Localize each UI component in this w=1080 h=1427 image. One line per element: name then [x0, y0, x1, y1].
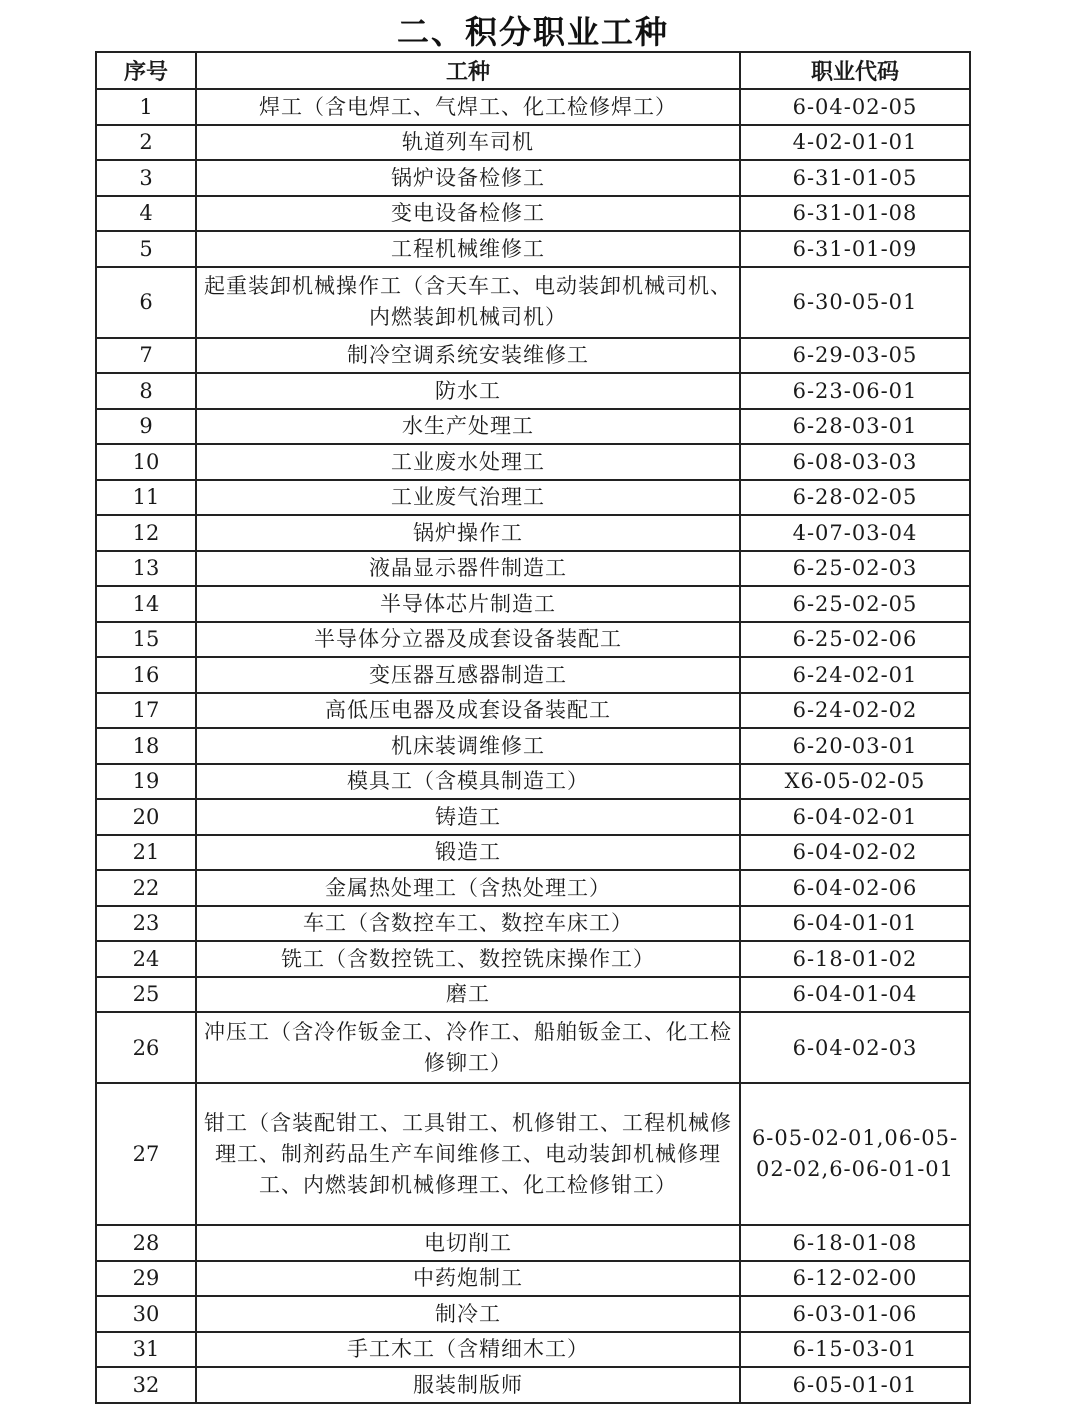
cell-job: 变电设备检修工	[196, 196, 740, 232]
table-row	[96, 941, 970, 977]
cell-seq: 1	[96, 89, 196, 125]
header-seq: 序号	[96, 52, 196, 89]
document-title: 二、积分职业工种	[396, 13, 669, 51]
cell-seq: 7	[96, 338, 196, 374]
cell-seq: 18	[96, 728, 196, 764]
cell-seq: 20	[96, 799, 196, 835]
cell-job: 模具工（含模具制造工）	[196, 764, 740, 800]
table-row	[96, 1332, 970, 1368]
cell-code: 6-31-01-08	[740, 196, 970, 232]
cell-code: 6-05-02-01,06-05-02-02,6-06-01-01	[740, 1083, 970, 1225]
table-row	[96, 1083, 970, 1225]
table-row	[96, 799, 970, 835]
cell-code: 6-24-02-01	[740, 657, 970, 693]
table-row	[96, 373, 970, 409]
cell-seq: 29	[96, 1261, 196, 1297]
table-row	[96, 693, 970, 729]
cell-code: 6-30-05-01	[740, 267, 970, 338]
table-row	[96, 196, 970, 232]
cell-code: 6-03-01-06	[740, 1296, 970, 1332]
cell-seq: 27	[96, 1083, 196, 1225]
table-row	[96, 551, 970, 587]
cell-job: 变压器互感器制造工	[196, 657, 740, 693]
table-row	[96, 1296, 970, 1332]
cell-job: 锅炉操作工	[196, 515, 740, 551]
cell-seq: 13	[96, 551, 196, 587]
cell-job: 水生产处理工	[196, 409, 740, 445]
cell-code: 6-04-02-05	[740, 89, 970, 125]
cell-job: 工程机械维修工	[196, 231, 740, 267]
cell-job: 工业废气治理工	[196, 480, 740, 516]
cell-job: 服装制版师	[196, 1367, 740, 1403]
table-row	[96, 906, 970, 942]
table-row	[96, 480, 970, 516]
cell-seq: 3	[96, 160, 196, 196]
cell-seq: 21	[96, 835, 196, 871]
cell-job: 铸造工	[196, 799, 740, 835]
cell-job: 防水工	[196, 373, 740, 409]
cell-job: 手工木工（含精细木工）	[196, 1332, 740, 1368]
cell-seq: 25	[96, 977, 196, 1013]
table-row	[96, 89, 970, 125]
cell-seq: 8	[96, 373, 196, 409]
cell-job: 轨道列车司机	[196, 125, 740, 161]
table-row	[96, 444, 970, 480]
cell-seq: 16	[96, 657, 196, 693]
table-row	[96, 409, 970, 445]
cell-code: 6-24-02-02	[740, 693, 970, 729]
table-row	[96, 870, 970, 906]
table-row	[96, 764, 970, 800]
cell-job: 车工（含数控车工、数控车床工）	[196, 906, 740, 942]
cell-code: 4-07-03-04	[740, 515, 970, 551]
cell-seq: 30	[96, 1296, 196, 1332]
cell-job: 磨工	[196, 977, 740, 1013]
cell-code: 6-04-01-04	[740, 977, 970, 1013]
table-row	[96, 160, 970, 196]
cell-seq: 23	[96, 906, 196, 942]
cell-code: 6-20-03-01	[740, 728, 970, 764]
cell-job: 冲压工（含冷作钣金工、冷作工、船舶钣金工、化工检修铆工）	[196, 1012, 740, 1083]
table-row	[96, 125, 970, 161]
cell-code: 6-04-01-01	[740, 906, 970, 942]
cell-seq: 26	[96, 1012, 196, 1083]
cell-code: 6-23-06-01	[740, 373, 970, 409]
cell-job: 铣工（含数控铣工、数控铣床操作工）	[196, 941, 740, 977]
cell-code: 6-31-01-05	[740, 160, 970, 196]
table-row	[96, 515, 970, 551]
cell-seq: 14	[96, 586, 196, 622]
cell-code: 6-25-02-06	[740, 622, 970, 658]
cell-seq: 32	[96, 1367, 196, 1403]
cell-seq: 22	[96, 870, 196, 906]
cell-code: 6-18-01-08	[740, 1225, 970, 1261]
cell-job: 高低压电器及成套设备装配工	[196, 693, 740, 729]
table-row	[96, 1012, 970, 1083]
cell-seq: 17	[96, 693, 196, 729]
cell-seq: 10	[96, 444, 196, 480]
cell-code: 6-18-01-02	[740, 941, 970, 977]
cell-seq: 2	[96, 125, 196, 161]
cell-code: 6-12-02-00	[740, 1261, 970, 1297]
cell-code: 6-29-03-05	[740, 338, 970, 374]
header-code: 职业代码	[740, 52, 970, 89]
cell-job: 半导体分立器及成套设备装配工	[196, 622, 740, 658]
table-header-row	[96, 52, 970, 89]
cell-code: 4-02-01-01	[740, 125, 970, 161]
cell-seq: 31	[96, 1332, 196, 1368]
cell-seq: 4	[96, 196, 196, 232]
cell-job: 液晶显示器件制造工	[196, 551, 740, 587]
cell-seq: 6	[96, 267, 196, 338]
cell-job: 机床装调维修工	[196, 728, 740, 764]
cell-job: 金属热处理工（含热处理工）	[196, 870, 740, 906]
cell-seq: 28	[96, 1225, 196, 1261]
cell-job: 起重装卸机械操作工（含天车工、电动装卸机械司机、内燃装卸机械司机）	[196, 267, 740, 338]
cell-seq: 12	[96, 515, 196, 551]
cell-job: 焊工（含电焊工、气焊工、化工检修焊工）	[196, 89, 740, 125]
occupation-table	[95, 51, 971, 1404]
cell-code: 6-15-03-01	[740, 1332, 970, 1368]
cell-code: 6-25-02-03	[740, 551, 970, 587]
cell-job: 半导体芯片制造工	[196, 586, 740, 622]
cell-code: X6-05-02-05	[740, 764, 970, 800]
table-row	[96, 728, 970, 764]
cell-job: 中药炮制工	[196, 1261, 740, 1297]
table-row	[96, 977, 970, 1013]
cell-code: 6-05-01-01	[740, 1367, 970, 1403]
cell-seq: 15	[96, 622, 196, 658]
cell-job: 锅炉设备检修工	[196, 160, 740, 196]
cell-code: 6-08-03-03	[740, 444, 970, 480]
table-row	[96, 835, 970, 871]
cell-job: 制冷工	[196, 1296, 740, 1332]
cell-code: 6-28-02-05	[740, 480, 970, 516]
cell-code: 6-31-01-09	[740, 231, 970, 267]
cell-code: 6-04-02-06	[740, 870, 970, 906]
table-row	[96, 622, 970, 658]
table-row	[96, 1261, 970, 1297]
cell-job: 钳工（含装配钳工、工具钳工、机修钳工、工程机械修理工、制剂药品生产车间维修工、电动装卸机械修理工、内燃装卸机械修理工、化工检修钳工）	[196, 1083, 740, 1225]
cell-seq: 11	[96, 480, 196, 516]
cell-job: 制冷空调系统安装维修工	[196, 338, 740, 374]
table-row	[96, 1225, 970, 1261]
cell-job: 锻造工	[196, 835, 740, 871]
cell-seq: 24	[96, 941, 196, 977]
cell-code: 6-04-02-03	[740, 1012, 970, 1083]
table-row	[96, 657, 970, 693]
table-row	[96, 231, 970, 267]
table-row	[96, 338, 970, 374]
cell-seq: 19	[96, 764, 196, 800]
table-row	[96, 1367, 970, 1403]
table-row	[96, 586, 970, 622]
cell-seq: 9	[96, 409, 196, 445]
cell-job: 工业废水处理工	[196, 444, 740, 480]
cell-seq: 5	[96, 231, 196, 267]
cell-code: 6-04-02-01	[740, 799, 970, 835]
cell-code: 6-04-02-02	[740, 835, 970, 871]
table-row	[96, 267, 970, 338]
cell-job: 电切削工	[196, 1225, 740, 1261]
cell-code: 6-25-02-05	[740, 586, 970, 622]
header-job: 工种	[196, 52, 740, 89]
cell-code: 6-28-03-01	[740, 409, 970, 445]
